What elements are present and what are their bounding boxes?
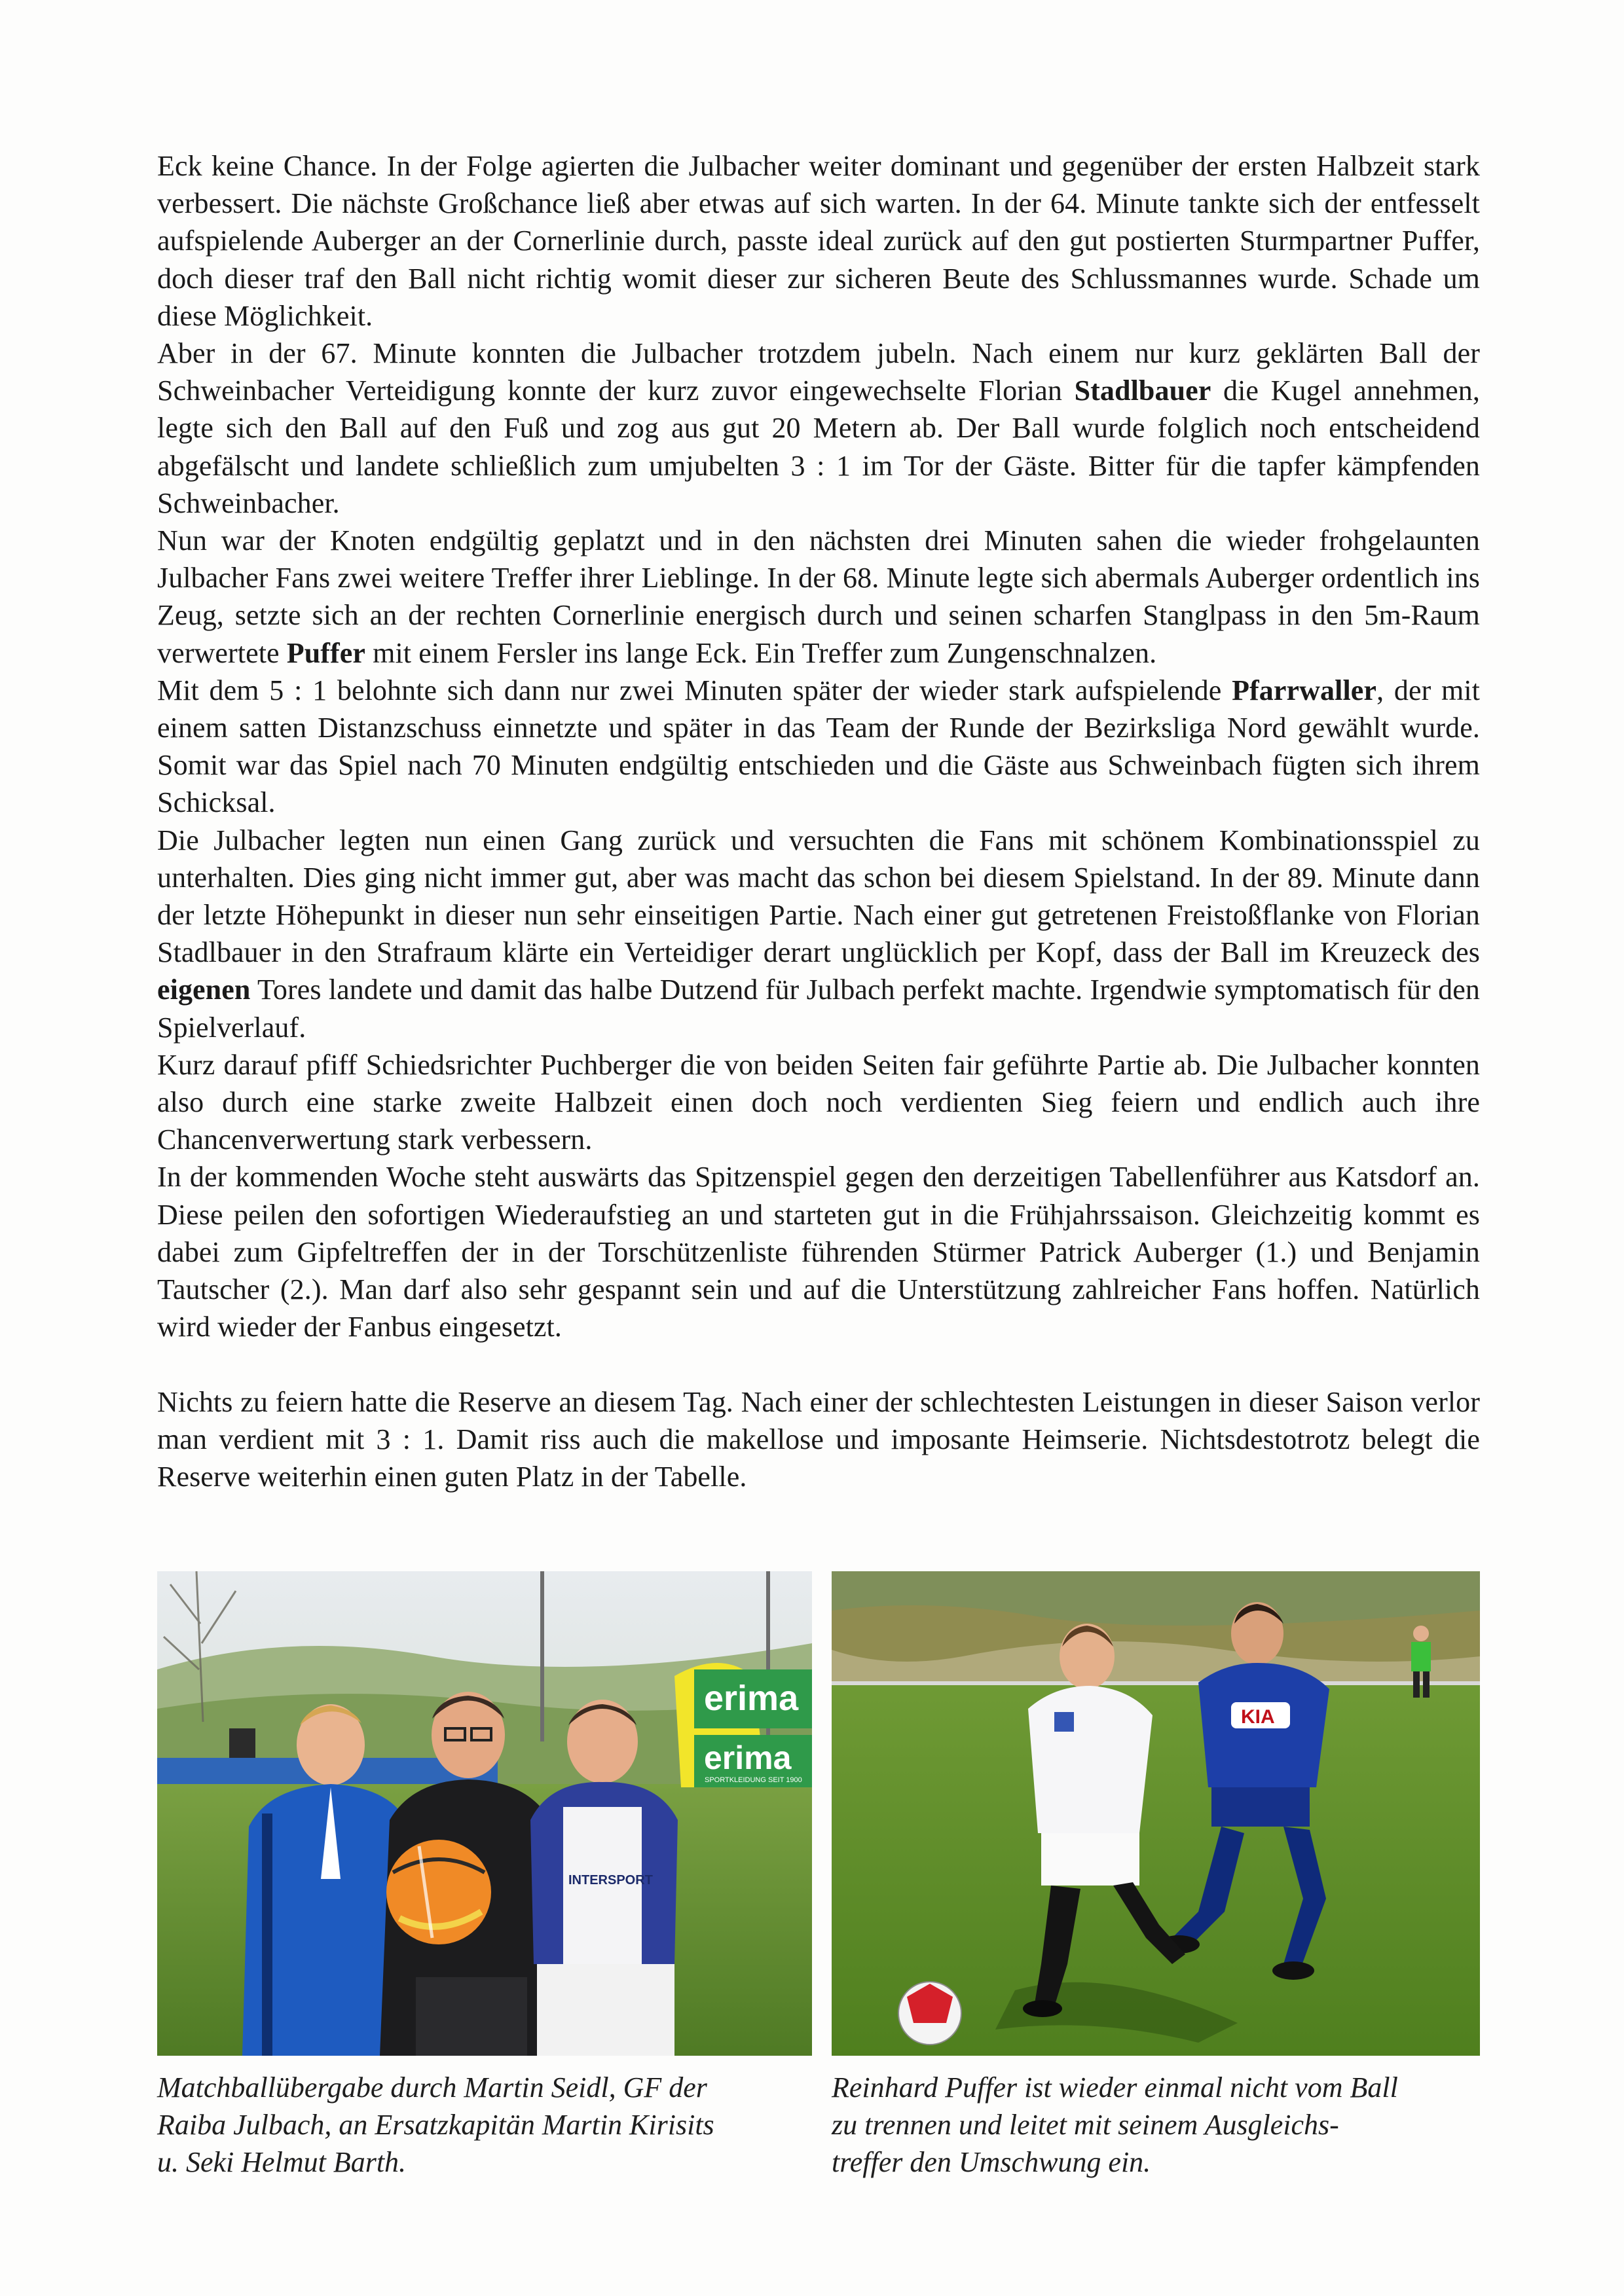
- paragraph-5-text-b: Tores landete und damit das halbe Dutzend für Julbach perfekt machte. Irgendwie symptomatisch für den Spielverlauf.: [157, 974, 1480, 1044]
- paragraph-8: Nichts zu feiern hatte die Reserve an diesem Tag. Nach einer der schlechtesten Leistungen in dieser Saison verlor man verdient mit 3 : 1. Damit riss auch die makellose und imposante Heimserie. Nichtsdestotrotz belegt die Reserve weiterhin einen guten Platz in der Tabelle.: [157, 1385, 1480, 1493]
- caption-left: Matchballübergabe durch Martin Seidl, GF der Raiba Julbach, an Ersatzkapitän Martin Kirisits u. Seki Helmut Barth.: [157, 2071, 714, 2179]
- article-body: [157, 147, 1480, 1495]
- photo-match-action: [832, 1571, 1480, 2056]
- soccer-ball-icon: [386, 1840, 491, 1944]
- paragraph-gap: [157, 1346, 1480, 1383]
- bold-name-pfarrwaller: Pfarrwaller: [1232, 674, 1377, 706]
- bold-word-eigenen: eigenen: [157, 974, 251, 1006]
- paragraph-5: [157, 822, 1480, 1046]
- soccer-ball-icon: [898, 1982, 961, 2045]
- paragraph-2-text-a: Aber in der 67. Minute konnten die Julbacher trotzdem jubeln. Nach einem nur kurz geklärten Ball der Schweinbacher Verteidigung konnte der kurz zuvor eingewechselte Florian: [157, 337, 1480, 407]
- erima-slogan: SPORTKLEIDUNG SEIT 1900: [705, 1776, 802, 1784]
- paragraph-4-text-b: , der mit einem satten Distanzschuss einnetzte und später in das Team der Runde der Bezirksliga Nord gewählt wurde. Somit war das Spiel nach 70 Minuten endgültig entschieden und die Gäste aus Schweinbach fügten sich ihrem Schicksal.: [157, 674, 1480, 819]
- paragraph-3-text-a: Nun war der Knoten endgültig geplatzt und in den nächsten drei Minuten sahen die wieder frohgelaunten Julbacher Fans zwei weitere Treffer ihrer Lieblinge. In der 68. Minute legte sich abermals Auberger ordentlich ins Zeug, setzte sich an der rechten Cornerlinie energisch durch und seinen scharfen Stanglpass in den 5m-Raum verwertete: [157, 524, 1480, 669]
- paragraph-2-text-b: die Kugel annehmen, legte sich den Ball auf den Fuß und zog aus gut 20 Metern ab. Der Ball wurde folglich noch entscheidend abgefälscht und landete schließlich zum umjubelten 3 : 1 im Tor der Gäste. Bitter für die tapfer kämpfenden Schweinbacher.: [157, 374, 1480, 519]
- paragraph-4-text-a: Mit dem 5 : 1 belohnte sich dann nur zwei Minuten später der wieder stark aufspielende: [157, 674, 1232, 706]
- erima-logo-bottom: erima: [704, 1740, 792, 1776]
- photo-match-image: [832, 1571, 1480, 2056]
- paragraph-1: [157, 147, 1480, 335]
- paragraph-3-text-b: mit einem Fersler ins lange Eck. Ein Treffer zum Zungenschnalzen.: [365, 636, 1157, 669]
- jersey-sponsor-text: INTERSPORT: [568, 1873, 653, 1887]
- erima-logo-top: erima: [704, 1679, 799, 1718]
- paragraph-1-text: Eck keine Chance. In der Folge agierten die Julbacher weiter dominant und gegenüber der ersten Halbzeit stark verbessert. Die nächste Großchance ließ aber etwas auf sich warten. In der 64. Minute tankte sich der entfesselt aufspielende Auberger an der Cornerlinie durch, passte ideal zurück auf den gut postierten Sturmpartner Puffer, doch dieser traf den Ball nicht richtig womit dieser zur sicheren Beute des Schlussmannes wurde. Schade um diese Möglichkeit.: [157, 150, 1480, 332]
- paragraph-5-text-a: Die Julbacher legten nun einen Gang zurück und versuchten die Fans mit schönem Kombinationsspiel zu unterhalten. Dies ging nicht immer gut, aber was macht das schon bei diesem Spielstand. In der 89. Minute dann der letzte Höhepunkt in dieser nun sehr einseitigen Partie. Nach einer gut getretenen Freistoßflanke von Florian Stadlbauer in den Strafraum klärte ein Verteidiger derart unglücklich per Kopf, dass der Ball im Kreuzeck des: [157, 824, 1480, 969]
- photo-matchball-image: [157, 1571, 812, 2056]
- photo-matchball-handover: [157, 1571, 812, 2056]
- kia-logo: KIA: [1241, 1706, 1275, 1728]
- paragraph-6: Kurz darauf pfiff Schiedsrichter Puchberger die von beiden Seiten fair geführte Partie ab. Die Julbacher konnten also durch eine starke zweite Halbzeit einen doch noch verdienten Sieg feiern und endlich auch ihre Chancenverwertung stark verbessern.: [157, 1048, 1480, 1156]
- caption-right: Reinhard Puffer ist wieder einmal nicht vom Ball zu trennen und leitet mit seinem Ausgleichs- treffer den Umschwung ein.: [832, 2071, 1398, 2179]
- paragraph-2: [157, 335, 1480, 522]
- bold-name-puffer: Puffer: [286, 636, 366, 669]
- bold-name-stadlbauer: Stadlbauer: [1074, 374, 1211, 407]
- paragraph-3: [157, 522, 1480, 672]
- paragraph-7: In der kommenden Woche steht auswärts das Spitzenspiel gegen den derzeitigen Tabellenführer aus Katsdorf an. Diese peilen den sofortigen Wiederaufstieg an und starteten gut in die Frühjahrssaison. Gleichzeitig kommt es dabei zum Gipfeltreffen der in der Torschützenliste führenden Stürmer Patrick Auberger (1.) und Benjamin Tautscher (2.). Man darf also sehr gespannt sein und auf die Unterstützung zahlreicher Fans hoffen. Natürlich wird wieder der Fanbus eingesetzt.: [157, 1161, 1480, 1343]
- paragraph-4: [157, 672, 1480, 822]
